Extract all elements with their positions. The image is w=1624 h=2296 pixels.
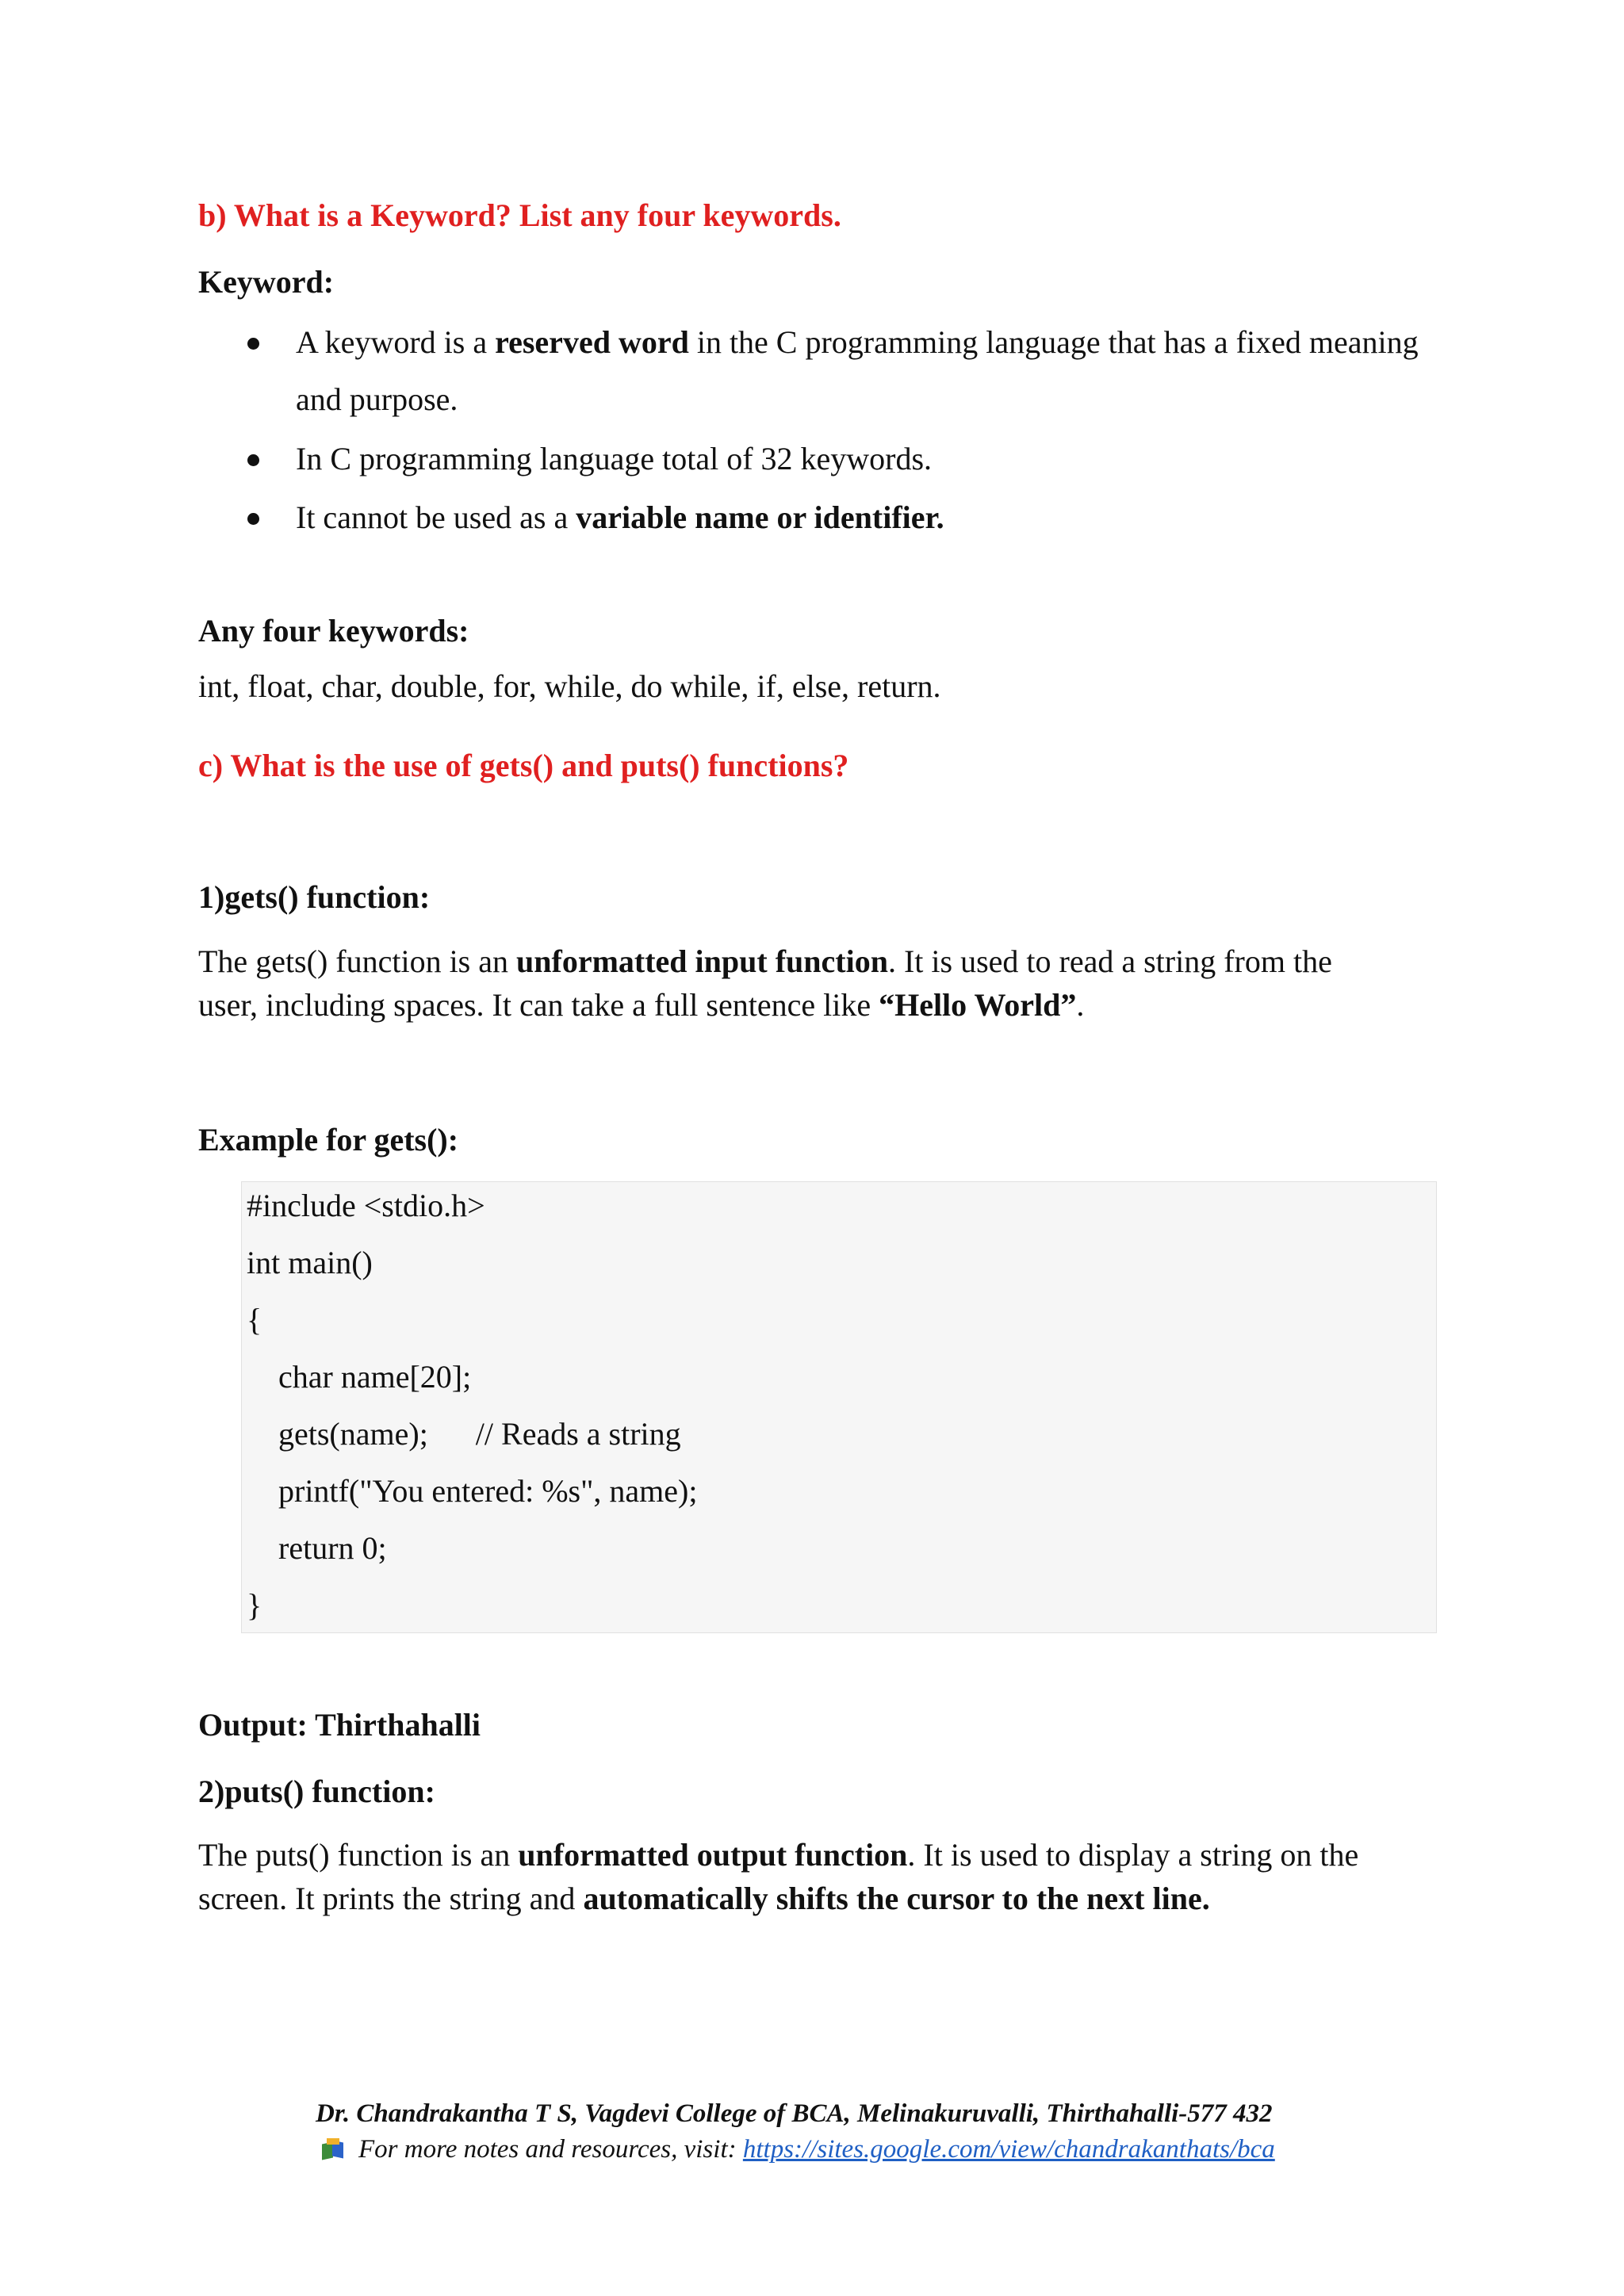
bullet-3-bold: variable name or identifier. xyxy=(576,499,944,535)
gets-desc-quote: “Hello World” xyxy=(879,987,1077,1023)
bullet-1-line-1 xyxy=(296,323,1419,361)
puts-title: 2)puts() function: xyxy=(198,1774,435,1809)
books-icon xyxy=(320,2138,347,2160)
code-line: printf("You entered: %s", name); xyxy=(247,1473,698,1509)
bullet-3 xyxy=(296,499,944,536)
bullet-dot xyxy=(247,338,259,350)
puts-desc-bold-2: automatically shifts the cursor to the next line. xyxy=(583,1881,1210,1916)
bullet-dot xyxy=(247,513,259,525)
bullet-dot xyxy=(247,454,259,466)
puts-description-line-2 xyxy=(198,1877,1210,1921)
code-line: return 0; xyxy=(247,1530,387,1566)
bullet-1-text-end: in the C programming language that has a fixed meaning xyxy=(688,324,1419,360)
bullet-3-text: It cannot be used as a xyxy=(296,499,576,535)
keyword-label: Keyword: xyxy=(198,264,335,300)
code-line: gets(name); // Reads a string xyxy=(247,1416,681,1452)
footer-notes xyxy=(320,2135,1275,2164)
example-title: Example for gets(): xyxy=(198,1122,459,1158)
gets-desc-period: . xyxy=(1076,987,1085,1023)
question-b-heading: b) What is a Keyword? List any four keywords. xyxy=(198,197,841,233)
question-c-heading: c) What is the use of gets() and puts() functions? xyxy=(198,748,849,783)
puts-desc-bold: unformatted output function xyxy=(518,1837,908,1873)
puts-desc-text: The puts() function is an xyxy=(198,1837,519,1873)
bullet-2: In C programming language total of 32 keywords. xyxy=(296,441,933,476)
gets-desc-bold: unformatted input function xyxy=(516,943,888,979)
code-line: #include <stdio.h> xyxy=(247,1188,485,1223)
gets-title: 1)gets() function: xyxy=(198,879,431,915)
bullet-1-line-2: and purpose. xyxy=(296,381,458,417)
four-keywords-list: int, float, char, double, for, while, do while, if, else, return. xyxy=(198,668,941,704)
code-line: int main() xyxy=(247,1245,373,1280)
puts-desc-text-end: . It is used to display a string on the xyxy=(907,1837,1359,1873)
footer-link[interactable]: https://sites.google.com/view/chandrakanthats/bca xyxy=(742,2135,1275,2164)
gets-description-line-2 xyxy=(198,983,1084,1027)
code-line: { xyxy=(247,1302,262,1337)
four-keywords-label: Any four keywords: xyxy=(198,613,469,649)
gets-desc-text-2: user, including spaces. It can take a full sentence like xyxy=(198,987,879,1023)
code-line: char name[20]; xyxy=(247,1359,472,1395)
code-line: } xyxy=(247,1587,262,1623)
bullet-1-text: A keyword is a xyxy=(296,324,496,360)
footer-author: Dr. Chandrakantha T S, Vagdevi College of BCA, Melinakuruvalli, Thirthahalli-577 432 xyxy=(316,2099,1273,2128)
code-block xyxy=(241,1181,1437,1633)
gets-description-line-1 xyxy=(198,939,1332,984)
gets-desc-text: The gets() function is an xyxy=(198,943,516,979)
gets-desc-text-end: . It is used to read a string from the xyxy=(887,943,1332,979)
puts-description-line-1 xyxy=(198,1833,1358,1877)
output-label: Output: Thirthahalli xyxy=(198,1707,481,1743)
bullet-1-bold: reserved word xyxy=(495,324,689,360)
footer-notes-text: For more notes and resources, visit: xyxy=(358,2135,743,2164)
puts-desc-text-2: screen. It prints the string and xyxy=(198,1881,584,1916)
